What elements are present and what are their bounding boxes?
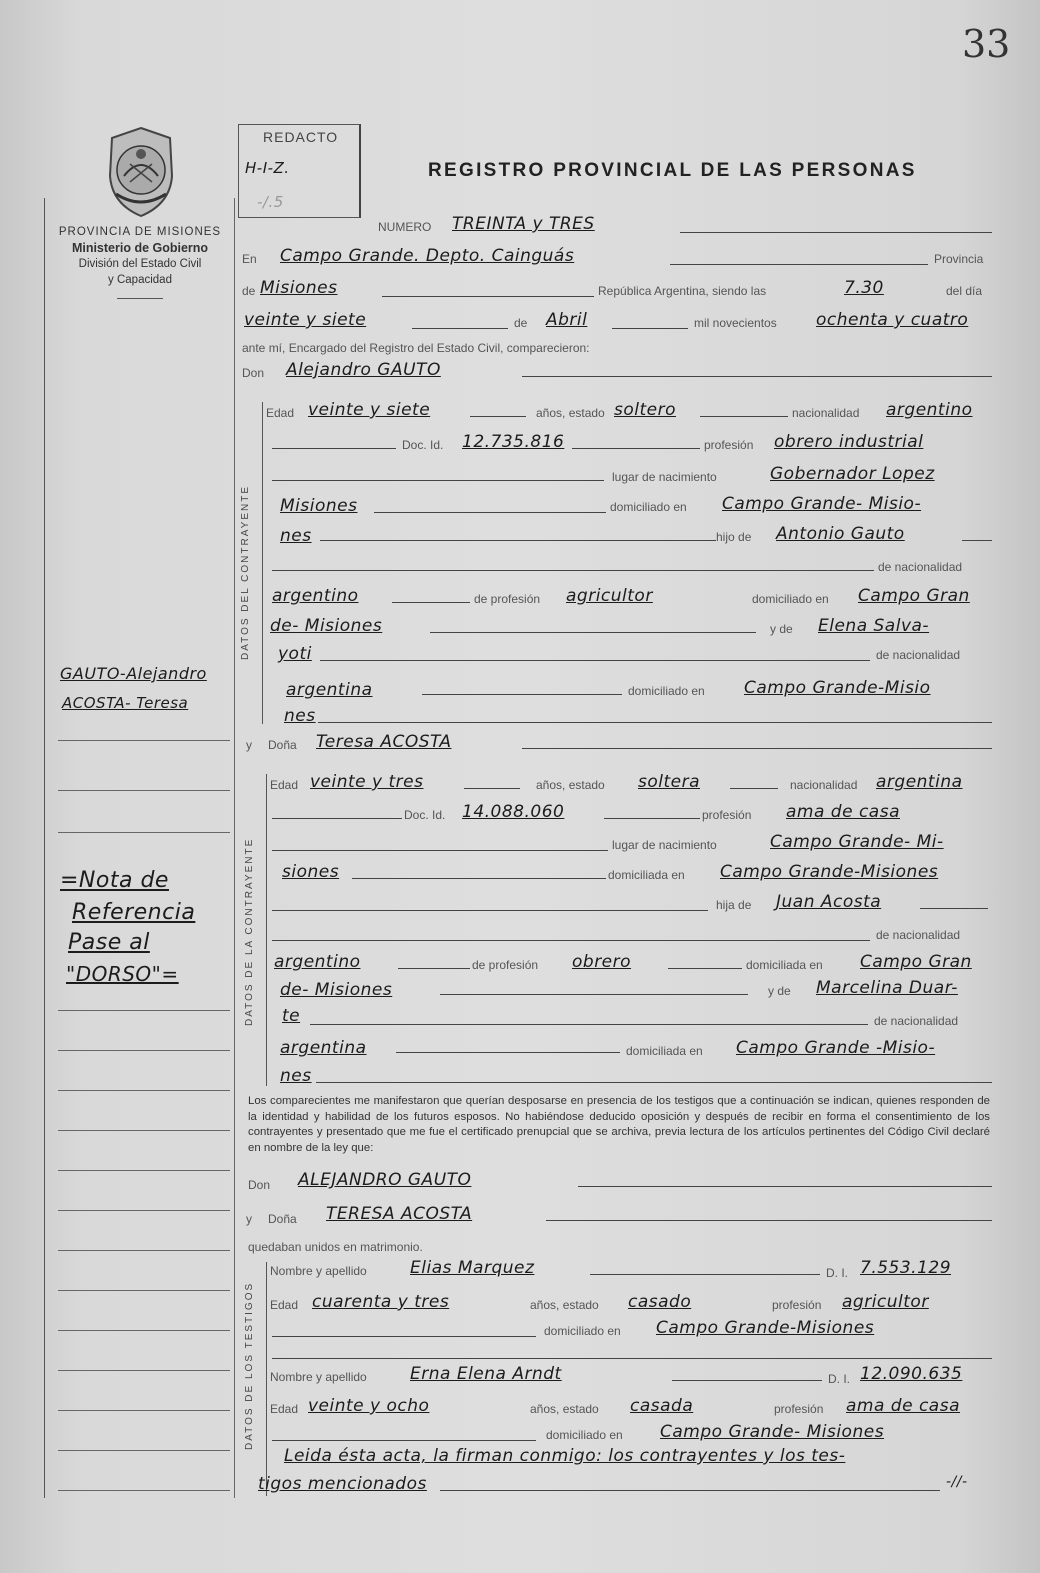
w1-estado-label: años, estado: [530, 1298, 599, 1312]
bride-name: Teresa ACOSTA: [316, 732, 452, 752]
witness-1-age: cuarenta y tres: [312, 1292, 450, 1312]
bride-mother-2: te: [282, 1006, 301, 1026]
union-don-label: Don: [248, 1178, 271, 1192]
w2-estado-label: años, estado: [530, 1402, 599, 1416]
office-division: División del Estado Civil: [78, 258, 202, 270]
closing-line-1: Leida ésta acta, la firman conmigo: los contrayentes y los tes-: [284, 1446, 846, 1466]
closing-line-2: tigos mencionados: [258, 1474, 427, 1494]
left-margin-rule: [44, 198, 45, 1498]
don-label: Don: [242, 366, 265, 380]
witness-1-di: 7.553.129: [860, 1258, 952, 1278]
margin-bride-name: ACOSTA- Teresa: [62, 694, 189, 712]
groom-doc: 12.735.816: [462, 432, 565, 452]
union-bride: TERESA ACOSTA: [326, 1204, 473, 1224]
bride-mother-nationality: argentina: [280, 1038, 367, 1058]
witness-2-di: 12.090.635: [860, 1364, 963, 1384]
datos-testigos-label: DATOS DE LOS TESTIGOS: [244, 1281, 255, 1450]
groom-mother-nationality: argentina: [286, 680, 373, 700]
union-dona-label: Doña: [268, 1212, 297, 1226]
witness-2-age: veinte y ocho: [308, 1396, 430, 1416]
groom-doc-label: Doc. Id.: [402, 438, 444, 452]
office-capacity: y Capacidad: [108, 274, 172, 286]
bride-nationality: argentina: [876, 772, 963, 792]
quedaban-text: quedaban unidos en matrimonio.: [248, 1240, 423, 1254]
w2-prof-label: profesión: [774, 1402, 824, 1416]
witness-2-name: Erna Elena Arndt: [410, 1364, 562, 1384]
groom-mother-dom-label: domiciliado en: [628, 684, 705, 698]
act-place: Campo Grande. Depto. Cainguás: [280, 246, 575, 266]
bride-father-profession: obrero: [572, 952, 632, 972]
datos-contrayenta-label: DATOS DE LA CONTRAYENTE: [244, 837, 255, 1026]
margin-note-4: "DORSO"=: [66, 962, 179, 986]
bride-lugar-label: lugar de nacimiento: [612, 838, 717, 852]
act-number: TREINTA y TRES: [452, 214, 595, 234]
ante-label: ante mí, Encargado del Registro del Estado Civil, comparecieron:: [242, 341, 590, 355]
witness-1-address: Campo Grande-Misiones: [656, 1318, 875, 1338]
witness-1-name: Elias Marquez: [410, 1258, 535, 1278]
union-groom: ALEJANDRO GAUTO: [298, 1170, 472, 1190]
groom-birthplace-2: Misiones: [280, 496, 358, 516]
bride-y-de-label: y de: [768, 984, 791, 998]
bride-age: veinte y tres: [310, 772, 424, 792]
groom-father-address-1: Campo Gran: [858, 586, 970, 606]
witness-2-profession: ama de casa: [846, 1396, 960, 1416]
groom-mother-address-2: nes: [284, 706, 316, 726]
groom-mother-address-1: Campo Grande-Misio: [744, 678, 931, 698]
bride-father-nationality: argentino: [274, 952, 361, 972]
bride-birthplace-1: Campo Grande- Mi-: [770, 832, 944, 852]
groom-address-1: Campo Grande- Misio-: [722, 494, 922, 514]
bride-father-address-2: de- Misiones: [280, 980, 393, 1000]
margin-groom-name: GAUTO-Alejandro: [60, 664, 207, 683]
bride-edad-label: Edad: [270, 778, 299, 792]
w2-di-label: D. I.: [828, 1372, 851, 1386]
groom-nationality: argentino: [886, 400, 973, 420]
bride-mother-nac-label: de nacionalidad: [874, 1014, 959, 1028]
bride-father: Juan Acosta: [776, 892, 882, 912]
bride-profession: ama de casa: [786, 802, 900, 822]
bride-mother-dom-label: domiciliada en: [626, 1044, 703, 1058]
groom-father-nationality: argentino: [272, 586, 359, 606]
bride-dom-label: domiciliada en: [608, 868, 685, 882]
de-label: de: [242, 284, 256, 298]
bride-status: soltera: [638, 772, 701, 792]
bride-father-prof-label: de profesión: [472, 958, 539, 972]
groom-edad-label: Edad: [266, 406, 295, 420]
act-day: veinte y siete: [244, 310, 367, 330]
groom-prof-label: profesión: [704, 438, 754, 452]
witness-2-status: casada: [630, 1396, 694, 1416]
w1-di-label: D. I.: [826, 1266, 849, 1280]
witness-1-status: casado: [628, 1292, 692, 1312]
w1-nombre-label: Nombre y apellido: [270, 1264, 367, 1278]
groom-hijo-label: hijo de: [716, 530, 752, 544]
margin-note-1: =Nota de: [60, 868, 169, 893]
witness-1-profession: agricultor: [842, 1292, 929, 1312]
closing-mark: -//-: [946, 1474, 968, 1490]
margin-note-3: Pase al: [68, 930, 150, 955]
mil-label: mil novecientos: [694, 316, 777, 330]
bride-prof-label: profesión: [702, 808, 752, 822]
bride-hija-label: hija de: [716, 898, 752, 912]
dona-label: Doña: [268, 738, 297, 752]
numero-label: NUMERO: [378, 220, 432, 234]
act-province: Misiones: [260, 278, 338, 298]
declaration-text: Los comparecientes me manifestaron que querían desposarse en presencia de los testigos que a continuación se indican, quienes responden de la identidad y habilidad de los futuros esposos. No habiéndose deducido oposición y después de recibir en forma el consentimiento de los contrayentes y presentado que me fue el certificado prenupcial que se archiva, previa lectura de los artículos pertinentes del Código Civil declaré en nombre de la ley que:: [248, 1095, 990, 1154]
datos-contrayente-label: DATOS DEL CONTRAYENTE: [240, 485, 251, 660]
bride-address: Campo Grande-Misiones: [720, 862, 939, 882]
en-label: En: [242, 252, 257, 266]
w2-edad-label: Edad: [270, 1402, 299, 1416]
bride-estado-label: años, estado: [536, 778, 605, 792]
de-mes-label: de: [514, 316, 528, 330]
provincia-label: Provincia: [934, 252, 984, 266]
act-month: Abril: [546, 310, 588, 330]
w1-dom-label: domiciliado en: [544, 1324, 621, 1338]
bride-mother-1: Marcelina Duar-: [816, 978, 958, 998]
groom-y-de-label: y de: [770, 622, 793, 636]
bride-doc-label: Doc. Id.: [404, 808, 446, 822]
office-ministry: Ministerio de Gobierno: [71, 241, 209, 255]
groom-nac-label: nacionalidad: [792, 406, 860, 420]
groom-mother-1: Elena Salva-: [818, 616, 930, 636]
margin-note-2: Referencia: [72, 900, 196, 925]
bride-nac-label: nacionalidad: [790, 778, 858, 792]
groom-birthplace-1: Gobernador Lopez: [770, 464, 935, 484]
groom-address-2: nes: [280, 526, 312, 546]
groom-mother-nac-label: de nacionalidad: [876, 648, 961, 662]
y-label: y: [246, 738, 252, 752]
groom-father: Antonio Gauto: [776, 524, 905, 544]
bride-father-dom-label: domiciliada en: [746, 958, 823, 972]
provincial-seal-icon: [100, 124, 182, 220]
groom-estado-label: años, estado: [536, 406, 605, 420]
act-time: 7.30: [844, 278, 884, 298]
groom-lugar-label: lugar de nacimiento: [612, 470, 717, 484]
bride-father-address-1: Campo Gran: [860, 952, 972, 972]
groom-father-profession: agricultor: [566, 586, 653, 606]
del-dia-label: del día: [946, 284, 983, 298]
groom-age: veinte y siete: [308, 400, 431, 420]
republica-label: República Argentina, siendo las: [598, 284, 767, 298]
document-title: REGISTRO PROVINCIAL DE LAS PERSONAS: [428, 160, 917, 181]
bride-mother-address-1: Campo Grande -Misio-: [736, 1038, 936, 1058]
union-y-label: y: [246, 1212, 252, 1226]
bride-birthplace-2: siones: [282, 862, 340, 882]
groom-dom-label: domiciliado en: [610, 500, 687, 514]
groom-father-address-2: de- Misiones: [270, 616, 383, 636]
office-province: PROVINCIA DE MISIONES: [58, 226, 222, 238]
bride-mother-address-2: nes: [280, 1066, 312, 1086]
bride-father-nac-label: de nacionalidad: [876, 928, 961, 942]
redacto-box: [238, 124, 361, 218]
inner-margin-rule: [234, 198, 235, 1498]
witness-2-address: Campo Grande- Misiones: [660, 1422, 885, 1442]
groom-mother-2: yoti: [278, 644, 312, 664]
groom-profession: obrero industrial: [774, 432, 924, 452]
redacto-initials: H-I-Z.: [245, 159, 290, 177]
office-divider: [117, 298, 163, 299]
groom-father-dom-label: domiciliado en: [752, 592, 829, 606]
bride-doc: 14.088.060: [462, 802, 565, 822]
office-block: [50, 224, 230, 299]
groom-father-prof-label: de profesión: [474, 592, 541, 606]
groom-name: Alejandro GAUTO: [286, 360, 441, 380]
w1-edad-label: Edad: [270, 1298, 299, 1312]
w2-dom-label: domiciliado en: [546, 1428, 623, 1442]
redacto-label: REDACTO: [263, 129, 339, 145]
groom-status: soltero: [614, 400, 676, 420]
w1-prof-label: profesión: [772, 1298, 822, 1312]
w2-nombre-label: Nombre y apellido: [270, 1370, 367, 1384]
redacto-mark: -/.5: [257, 193, 284, 211]
page-number: 33: [962, 22, 1011, 66]
act-year: ochenta y cuatro: [816, 310, 969, 330]
groom-father-nac-label: de nacionalidad: [878, 560, 963, 574]
